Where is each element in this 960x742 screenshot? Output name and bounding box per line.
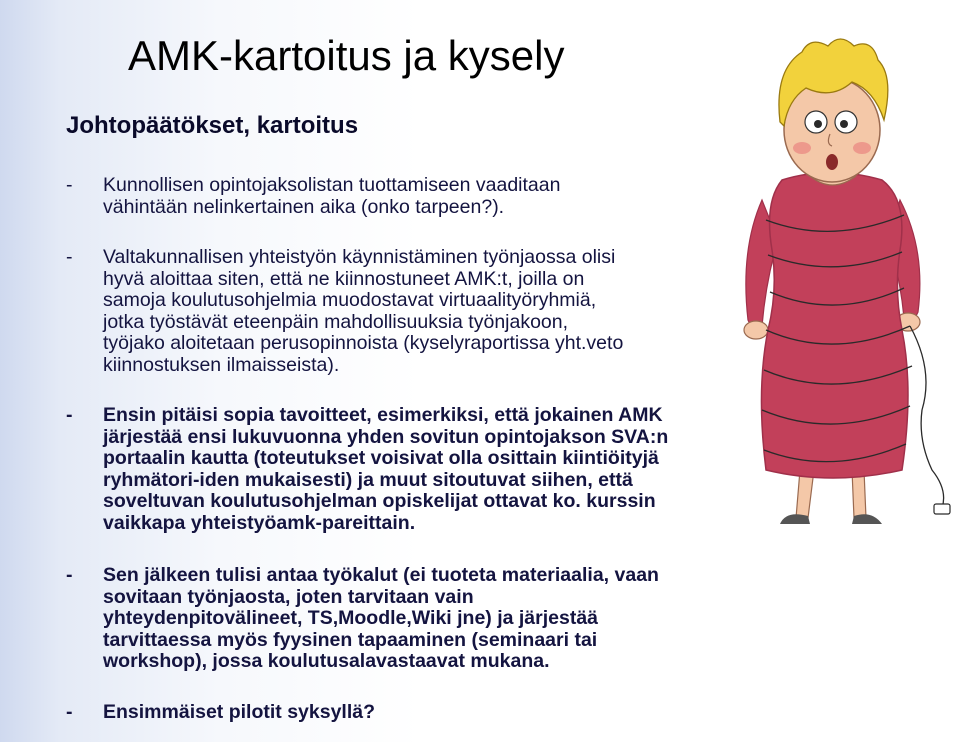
bullet-item [66,702,766,724]
left-hand [744,321,768,339]
right-pupil [840,120,848,128]
bullet-line: vähintään nelinkertainen aika (onko tarpeen?). [103,195,505,218]
left-shoe [780,514,810,524]
bullet-line: Sen jälkeen tulisi antaa työkalut (ei tuoteta materiaalia, vaan [103,564,659,586]
bullet-item [66,405,766,534]
bullet-line: jotka työstävät eteenpäin mahdollisuuksia työnjakoon, [103,310,569,333]
bullet-dash: - [66,246,73,268]
bullet-line: soveltuvan koulutusohjelman opiskelijat ottavat ko. kurssin [103,490,656,512]
plug-icon [934,504,950,514]
bullet-line: vaikkapa yhteistyöamk-pareittain. [103,511,416,534]
mouth [826,154,838,170]
bullet-line: Valtakunnallisen yhteistyön käynnistäminen työnjaossa olisi [103,246,616,268]
bullet-text [103,247,766,376]
bullet-line: työjako aloitetaan perusopinnoista (kyselyraportissa yht.veto [103,332,624,354]
bullet-item [66,565,766,673]
left-cheek [793,142,811,154]
bullet-line: workshop), jossa koulutusalavastaavat mukana. [103,650,550,672]
bullet-dash: - [66,404,73,426]
bullet-text [103,702,766,724]
bullet-line: tarvittaessa myös fyysinen tapaaminen (seminaari tai [103,628,598,651]
bullet-text [103,175,766,218]
bullet-line: ryhmätori-iden mukaisesti) ja muut sitoutuvat siihen, että [103,468,633,491]
bullet-item [66,247,766,376]
bullet-dash: - [66,564,73,586]
dress [761,173,908,479]
bullet-line: järjestää ensi lukuvuonna yhden sovitun opintojakson SVA:n [103,425,669,448]
bullet-line: kiinnostuksen ilmaisseista). [103,353,340,376]
slide-subtitle: Johtopäätökset, kartoitus [66,112,359,139]
bullet-item [66,175,766,218]
bullet-line: portaalin kautta (toteutukset voisivat olla osittain kiintiöityjä [103,447,659,469]
bullet-line: Kunnollisen opintojaksolistan tuottamiseen vaaditaan [103,174,561,196]
worried-woman-illustration [722,30,958,560]
bullet-text [103,405,766,534]
bullet-line: hyvä aloittaa siten, että ne kiinnostuneet AMK:t, joilla on [103,267,585,290]
bullet-line: Ensimmäiset pilotit syksyllä? [103,701,376,723]
bullet-dash: - [66,174,73,196]
bullet-line: samoja koulutusohjelmia muodostavat virtuaalityöryhmiä, [103,289,597,311]
right-shoe [852,514,882,524]
bullet-dash: - [66,701,73,723]
slide-title: AMK-kartoitus ja kysely [128,32,565,79]
bullet-line: Ensin pitäisi sopia tavoitteet, esimerkiksi, että jokainen AMK [103,404,663,426]
left-pupil [814,120,822,128]
bullet-text [103,565,766,673]
bullet-line: yhteydenpitovälineet, TS,Moodle,Wiki jne) ja järjestää [103,607,599,629]
bullet-line: sovitaan työnjaosta, joten tarvitaan vain [103,585,474,608]
right-cheek [853,142,871,154]
